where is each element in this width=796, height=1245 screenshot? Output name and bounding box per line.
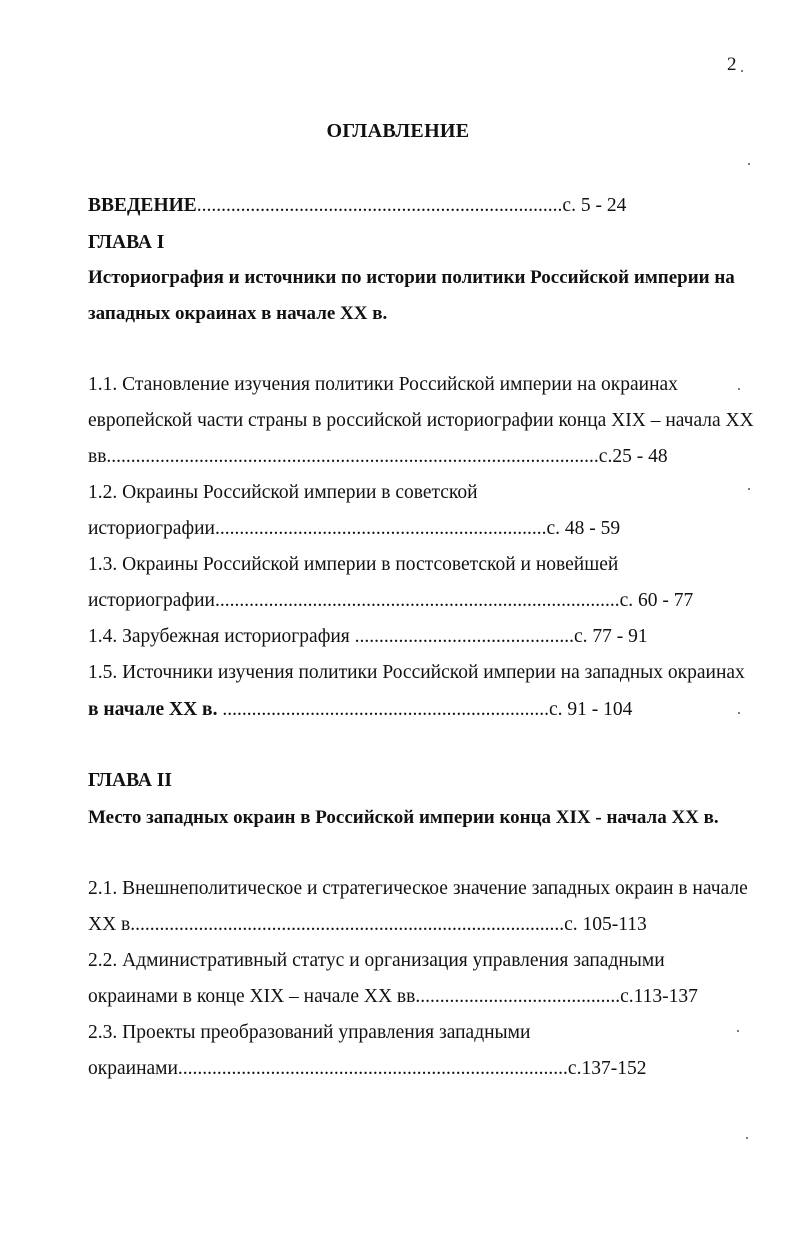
toc-entry-1-3-line2: историографии...................................................................................с. 60 - 77 [88,590,694,611]
chapter2-heading: ГЛАВА II [88,770,172,791]
chapter1-title-line2: западных окраинах в начале XX в. [88,303,388,324]
chapter2-title-line1: Место западных окраин в Российской империи конца XIX - начала XX в. [88,807,719,828]
scan-speck [738,388,740,390]
toc-entry-1-1-line1: 1.1. Становление изучения политики Российской империи на окраинах [88,374,678,395]
toc-entry-1-4: 1.4. Зарубежная историография .............................................с. 77 - 91 [88,626,648,647]
chapter1-heading: ГЛАВА I [88,232,165,253]
scan-speck [748,488,750,490]
toc-entry-2-3-line1: 2.3. Проекты преобразований управления западными [88,1022,531,1043]
toc-entry-2-2-line2: окраинами в конце XIX – начале XX вв..........................................с.113-137 [88,986,698,1007]
intro-dots: ........................................................................... [196,195,563,216]
toc-entry-2-1-line1: 2.1. Внешнеполитическое и стратегическое значение западных окраин в начале [88,878,748,899]
intro-label: ВВЕДЕНИЕ [88,195,197,216]
toc-entry-1-5-line1: 1.5. Источники изучения политики Российской империи на западных окраинах [88,662,745,683]
scan-speck [737,1030,739,1032]
toc-entry-2-3-line2: окраинами................................................................................с.137-152 [88,1058,647,1079]
toc-entry-1-5-line2 [88,698,632,722]
toc-entry-1-2-line2: историографии....................................................................с. 48 - 59 [88,518,621,539]
toc-entry-1-1-line3: вв.....................................................................................................с.25 - 48 [88,446,668,467]
toc-entry-1-5-dots: ...................................................................с. 91 - 104 [217,699,633,720]
intro-pages: с. 5 - 24 [562,195,627,216]
scan-speck [738,712,740,714]
toc-entry-1-1-line2: европейской части страны в российской историографии конца XIX – начала XX [88,410,754,431]
toc-entry-intro [88,194,626,218]
scan-speck [748,163,750,165]
toc-entry-2-1-line2: XX в.........................................................................................с. 105-113 [88,914,647,935]
toc-entry-1-5-emphasis: в начале XX в. [88,699,218,720]
page-number: 2 [727,54,737,75]
chapter1-title-line1: Историография и источники по истории политики Российской империи на [88,267,735,288]
toc-entry-1-2-line1: 1.2. Окраины Российской империи в советской [88,482,478,503]
toc-entry-1-3-line1: 1.3. Окраины Российской империи в постсоветской и новейшей [88,554,619,575]
toc-entry-2-2-line1: 2.2. Административный статус и организация управления западными [88,950,665,971]
page-title: ОГЛАВЛЕНИЕ [326,120,470,142]
scan-speck [741,70,743,72]
scan-speck [746,1137,748,1139]
